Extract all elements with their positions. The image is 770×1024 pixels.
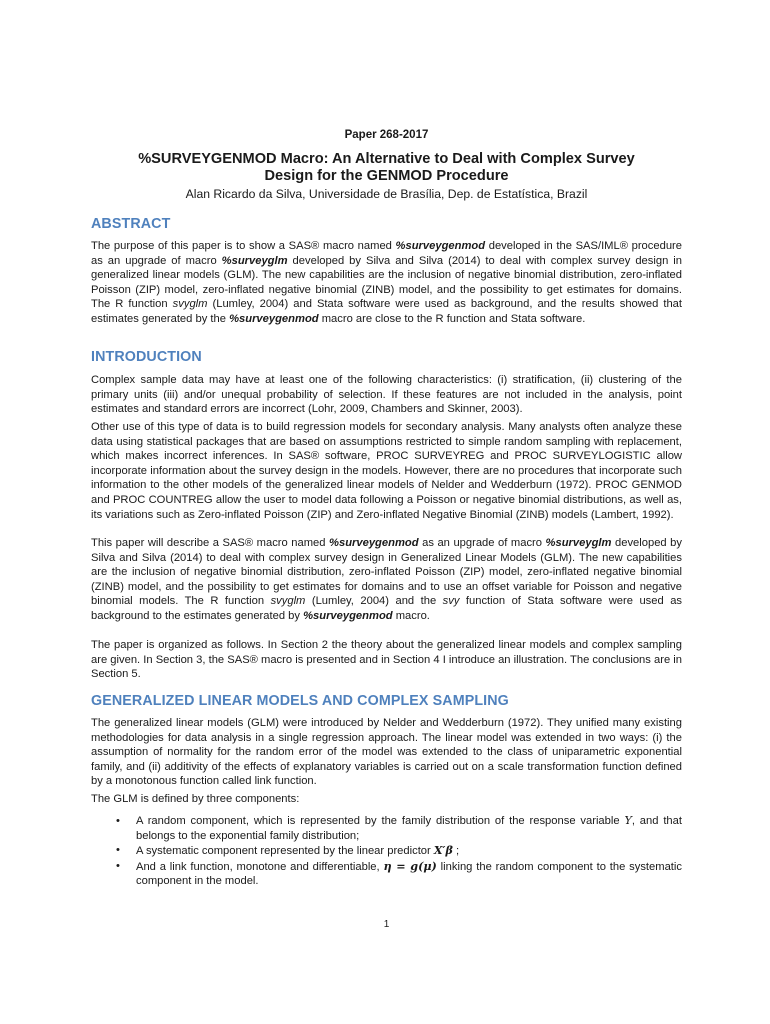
- page-number: 1: [383, 919, 390, 930]
- function-name: svy: [442, 595, 460, 608]
- function-name: svyglm: [270, 595, 306, 608]
- title-line-2: Design for the GENMOD Procedure: [264, 168, 509, 184]
- intro-paragraph-1: Complex sample data may have at least one of the following characteristics: (i) stratification, (ii) clustering of the primary units (iii) and/or unequal probability of selection. If these features are not included in the analysis, point estimates and standard errors are incorrect (Lohr, 2009, Chambers and Skinner, 2003).: [91, 374, 682, 416]
- abstract-heading: ABSTRACT: [91, 216, 171, 232]
- glm-components-list: [91, 814, 682, 889]
- intro-paragraph-2: Other use of this type of data is to build regression models for secondary analysis. Many analysts often analyze these data using statistical packages that are based on assumptions restricted to simple random sampling with replacement, which makes incorrect inferences. In SAS® software, PROC SURVEYREG and PROC SURVEYLOGISTIC allow incorporate information about the survey design in the models. However, there are no procedures that incorporate such information to the other models of the generalized linear models of Nelder and Wedderburn (1972). PROC GENMOD and PROC COUNTREG allow the user to model data following a Poisson or negative binomial distributions, as well as, its variations such as Zero-inflated Poisson (ZIP) and Zero-inflated Negative Binomial (ZINB) models (Lambert, 1992).: [91, 421, 682, 521]
- author-line: Alan Ricardo da Silva, Universidade de Brasília, Dep. de Estatística, Brazil: [185, 187, 588, 201]
- macro-name: %surveyglm: [545, 537, 612, 549]
- math-symbol: X′β: [433, 843, 453, 858]
- macro-name: %surveygenmod: [329, 537, 419, 549]
- list-item: • A systematic component represented by the linear predictor X′β ;: [116, 843, 460, 858]
- glm-paragraph-2: The GLM is defined by three components:: [91, 793, 300, 805]
- math-symbol: Y: [624, 814, 632, 827]
- abstract-paragraph: The purpose of this paper is to show a SAS® macro named %surveygenmod developed in the SAS/IML® procedure as an upgrade of macro %surveyglm developed by Silva and Silva (2014) to deal with complex survey design in generalized linear models (GLM). The new capabilities are the inclusion of negative binomial distribution, zero-inflated Poisson (ZIP) model, zero-inflated negative binomial (ZINB) model, and the possibility to get estimates for domains. The R function svyglm (Lumley, 2004) and Stata software were used as background, and the results showed that estimates generated by the %surveygenmod macro are close to the R function and Stata software.: [91, 240, 682, 325]
- paper-number: Paper 268-2017: [344, 129, 429, 141]
- macro-name: %surveygenmod: [395, 240, 486, 252]
- bullet-icon: •: [116, 815, 120, 827]
- list-item: • And a link function, monotone and differentiable, η = g(μ) linking the random component to the systematic component in the model.: [116, 858, 682, 888]
- function-name: svyglm: [172, 298, 208, 311]
- macro-name: %surveygenmod: [303, 609, 393, 622]
- bullet-icon: •: [116, 844, 120, 857]
- title-line-1: %SURVEYGENMOD Macro: An Alternative to Deal with Complex Survey: [138, 151, 635, 167]
- intro-paragraph-4: The paper is organized as follows. In Section 2 the theory about the generalized linear models and complex sampling are given. In Section 3, the SAS® macro is presented and in Section 4 I introduce an illustration. The conclusions are in Section 5.: [91, 639, 682, 681]
- intro-paragraph-3: This paper will describe a SAS® macro named %surveygenmod as an upgrade of macro %surveyglm developed by Silva and Silva (2014) to deal with complex survey design in Generalized Linear Models (GLM). The new capabilities are the inclusion of negative binomial distribution, zero-inflated Poisson (ZIP) model, zero-inflated negative binomial (ZINB) model, and the possibility to get estimates for domains and to use an offset variable for Poisson and negative binomial models. The R function svyglm (Lumley, 2004) and the svy function of Stata software were used as background to the estimates generated by %surveygenmod macro.: [91, 537, 683, 622]
- glm-paragraph-1: The generalized linear models (GLM) were introduced by Nelder and Wedderburn (1972). They unified many existing methodologies for data analysis in a single regression approach. The linear model was extended in two ways: (i) the assumption of normality for the random error of the model was extended to the class of uniparametric exponential family, and (ii) additivity of the effects of explanatory variables is carried out on a scale transformation function defined by a monotonous function called link function.: [91, 717, 682, 788]
- math-symbol: η = g(μ): [383, 858, 437, 873]
- glm-heading: GENERALIZED LINEAR MODELS AND COMPLEX SAMPLING: [91, 693, 509, 709]
- paper-title: [91, 151, 682, 185]
- bullet-icon: •: [116, 859, 120, 872]
- macro-name: %surveyglm: [221, 254, 288, 267]
- macro-name: %surveygenmod: [229, 312, 319, 325]
- introduction-heading: INTRODUCTION: [91, 349, 202, 365]
- list-item: • A random component, which is represented by the family distribution of the response variable Y, and that belongs to the exponential family distribution;: [116, 814, 682, 842]
